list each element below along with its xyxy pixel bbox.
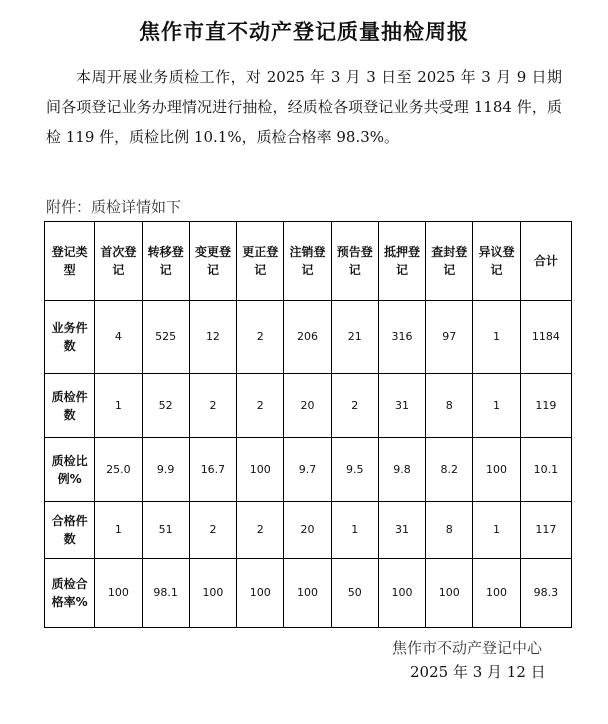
table-cell: 1	[473, 502, 520, 559]
attachment-label: 附件：质检详情如下	[46, 198, 182, 216]
table-cell: 2	[237, 374, 284, 438]
row-label: 质检件数	[45, 374, 95, 438]
table-cell: 100	[237, 438, 284, 502]
row-label: 质检比例%	[45, 438, 95, 502]
table-cell: 8	[426, 374, 473, 438]
table-cell: 16.7	[189, 438, 236, 502]
table-cell: 2	[237, 502, 284, 559]
table-cell: 20	[284, 502, 331, 559]
table-cell: 2	[331, 374, 378, 438]
table-cell: 100	[426, 559, 473, 628]
table-cell: 100	[473, 438, 520, 502]
table-cell: 2	[189, 502, 236, 559]
row-label: 业务件数	[45, 301, 95, 374]
table-cell: 20	[284, 374, 331, 438]
table-cell: 4	[95, 301, 142, 374]
table-row	[45, 502, 572, 559]
header-cell: 异议登记	[473, 222, 520, 301]
table-header-row	[45, 222, 572, 301]
table-cell: 50	[331, 559, 378, 628]
report-title: 焦作市直不动产登记质量抽检周报	[139, 19, 469, 44]
header-cell: 首次登记	[95, 222, 142, 301]
table-cell: 2	[237, 301, 284, 374]
table-cell: 98.1	[142, 559, 189, 628]
table-row	[45, 374, 572, 438]
table-cell: 12	[189, 301, 236, 374]
table-cell: 1	[95, 374, 142, 438]
table-cell: 9.7	[284, 438, 331, 502]
table-cell: 1	[95, 502, 142, 559]
table-cell: 206	[284, 301, 331, 374]
table-cell: 21	[331, 301, 378, 374]
table-row	[45, 438, 572, 502]
table-cell: 2	[189, 374, 236, 438]
table-cell: 31	[378, 374, 425, 438]
table-cell: 525	[142, 301, 189, 374]
table-cell: 97	[426, 301, 473, 374]
table-cell: 1	[331, 502, 378, 559]
table-cell: 25.0	[95, 438, 142, 502]
table-cell: 9.9	[142, 438, 189, 502]
header-cell: 更正登记	[237, 222, 284, 301]
issue-date: 2025 年 3 月 12 日	[410, 663, 546, 681]
header-cell: 注销登记	[284, 222, 331, 301]
header-cell: 登记类型	[45, 222, 95, 301]
table-row	[45, 559, 572, 628]
header-cell: 抵押登记	[378, 222, 425, 301]
table-cell: 8.2	[426, 438, 473, 502]
table-cell: 100	[378, 559, 425, 628]
summary-paragraph: 本周开展业务质检工作，对 2025 年 3 月 3 日至 2025 年 3 月 9 日期间各项登记业务办理情况进行抽检，经质检各项登记业务共受理 1184 件，质检 119 件，质检比例 10.1%，质检合格率 98.3%。	[46, 68, 562, 146]
row-label: 质检合格率%	[45, 559, 95, 628]
table-cell: 1184	[520, 301, 571, 374]
table-cell: 98.3	[520, 559, 571, 628]
table-cell: 31	[378, 502, 425, 559]
header-cell: 合计	[520, 222, 571, 301]
table-cell: 100	[237, 559, 284, 628]
table-cell: 51	[142, 502, 189, 559]
table-row	[45, 301, 572, 374]
table-cell: 316	[378, 301, 425, 374]
header-cell: 查封登记	[426, 222, 473, 301]
table-cell: 8	[426, 502, 473, 559]
table-cell: 52	[142, 374, 189, 438]
table-cell: 100	[473, 559, 520, 628]
table-cell: 100	[189, 559, 236, 628]
table-cell: 9.8	[378, 438, 425, 502]
table-cell: 100	[284, 559, 331, 628]
table-cell: 1	[473, 374, 520, 438]
header-cell: 转移登记	[142, 222, 189, 301]
table-cell: 117	[520, 502, 571, 559]
header-cell: 变更登记	[189, 222, 236, 301]
table-cell: 9.5	[331, 438, 378, 502]
table-cell: 119	[520, 374, 571, 438]
header-cell: 预告登记	[331, 222, 378, 301]
row-label: 合格件数	[45, 502, 95, 559]
table-cell: 1	[473, 301, 520, 374]
table-cell: 100	[95, 559, 142, 628]
table-cell: 10.1	[520, 438, 571, 502]
quality-check-table	[44, 221, 572, 628]
issuer-name: 焦作市不动产登记中心	[392, 639, 543, 657]
